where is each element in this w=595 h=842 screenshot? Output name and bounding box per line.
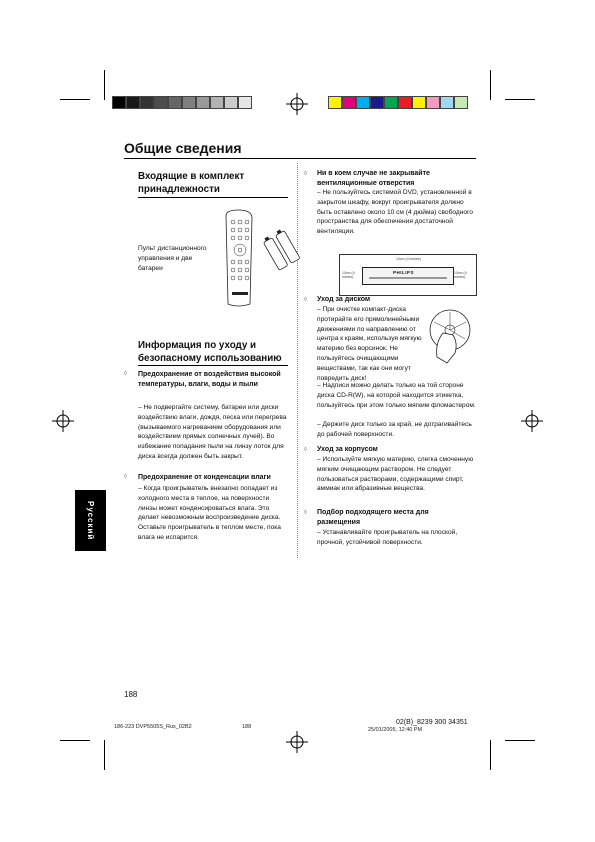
page-number: 188 bbox=[124, 690, 138, 699]
bullet-icon: ◊ bbox=[124, 371, 127, 377]
bullet-icon: ◊ bbox=[304, 510, 307, 516]
accessories-heading: Входящие в комплект принадлежности bbox=[138, 171, 245, 195]
body-text: – Используйте мягкую материю, слегка смоченную мягким очищающим раствором. Не следует пользоваться растворами, содержащими спирт, аммиак или абразивные вещества. bbox=[317, 456, 474, 493]
calibration-swatch bbox=[168, 96, 182, 109]
calibration-swatch bbox=[398, 96, 412, 109]
place-text: – Устанавливайте проигрыватель на плоской, прочной, устойчивой поверхности. bbox=[317, 529, 458, 546]
calibration-swatch bbox=[342, 96, 356, 109]
footer-filename: 186-223 DVP5505S_Rus_02B2 bbox=[114, 724, 192, 730]
calibration-swatch bbox=[356, 96, 370, 109]
calibration-swatch bbox=[370, 96, 384, 109]
calibration-swatch bbox=[384, 96, 398, 109]
accessories-caption: Пульт дистанционного управления и две батареи bbox=[138, 245, 207, 272]
heading-underline bbox=[138, 365, 288, 366]
crop-mark bbox=[104, 740, 105, 770]
footer-date: 25/01/2005, 12:40 PM bbox=[368, 727, 423, 733]
crop-mark bbox=[490, 70, 491, 100]
calibration-swatch bbox=[112, 96, 126, 109]
body-heading: Уход за корпусом bbox=[317, 446, 378, 453]
crop-mark bbox=[104, 70, 105, 100]
calibration-swatch bbox=[454, 96, 468, 109]
disc-text-3: – Держите диск только за край, не дотрагивайтесь до рабочей поверхности. bbox=[317, 421, 472, 438]
heat-text: – Не подвергайте систему, батареи или диски воздействию влаги, дождя, песка или перегрева (вызываемого нагреванием оборудования или воздействием прямых солнечных лучей). Во избежание попадания пыли на линзу лоток для диска всегда должен быть закрыт. bbox=[138, 404, 287, 460]
calibration-swatch bbox=[140, 96, 154, 109]
condensation-text: – Когда проигрыватель внезапно попадает из холодного места в теплое, на поверхности линзы может конденсироваться влага. Это делает невозможным воспроизведение диска. Оставьте проигрыватель в теплом месте, пока влага не испарится. bbox=[138, 485, 281, 541]
remote-control-illustration bbox=[218, 208, 313, 308]
bullet-icon: ◊ bbox=[124, 474, 127, 480]
footer-page: 188 bbox=[242, 724, 252, 730]
crop-mark bbox=[60, 99, 90, 100]
care-heading: Информация по уходу и безопасному использованию bbox=[138, 340, 282, 364]
language-tab-label: Русский bbox=[86, 500, 95, 541]
calibration-swatch bbox=[182, 96, 196, 109]
diagram-label-left: 10cm (4 inches) bbox=[342, 271, 355, 279]
registration-mark-icon bbox=[521, 410, 543, 432]
calibration-swatch bbox=[412, 96, 426, 109]
calibration-swatch bbox=[224, 96, 238, 109]
calibration-swatch bbox=[440, 96, 454, 109]
vent-heading: Ни в коем случае не закрывайте вентиляционные отверстия bbox=[317, 170, 430, 187]
calibration-swatch bbox=[154, 96, 168, 109]
heading-underline bbox=[138, 197, 288, 198]
diagram-label-top: 10cm (4 inches) bbox=[396, 257, 421, 261]
diagram-label-right: 10cm (4 inches) bbox=[454, 271, 467, 279]
calibration-swatch bbox=[126, 96, 140, 109]
crop-mark bbox=[505, 740, 535, 741]
crop-mark bbox=[60, 740, 90, 741]
disc-cleaning-illustration bbox=[425, 305, 480, 365]
calibration-swatch bbox=[426, 96, 440, 109]
title-rule bbox=[124, 158, 476, 159]
brand-logo: PHILIPS bbox=[393, 270, 415, 275]
place-heading: Подбор подходящего места для размещения bbox=[317, 509, 429, 526]
calibration-swatch bbox=[196, 96, 210, 109]
footer-code: 02(B)_8239 300 34351 bbox=[396, 719, 468, 726]
bullet-icon: ◊ bbox=[304, 171, 307, 177]
disc-text-1: – При очистке компакт-диска протирайте его прямолинейными движениями по направлению от центра к краям, используя мягкую материю без ворсинок. Не пользуйтесь очищающими веществами, так как они могут повредить диск! bbox=[317, 306, 422, 382]
page-title: Общие сведения bbox=[124, 140, 242, 156]
calibration-swatch bbox=[210, 96, 224, 109]
dvd-player-illustration bbox=[362, 267, 454, 285]
calibration-swatch bbox=[238, 96, 252, 109]
vent-text: – Не пользуйтесь системой DVD, установленной в закрытом шкафу, вокруг проигрывателя должно быть оставлено около 10 см (4 дюйма) свободного пространства для обеспечения достаточной вентиляции. bbox=[317, 189, 473, 236]
disc-text-2: – Надписи можно делать только на той стороне диска CD-R(W), на которой находится этикетка, пользуйтесь при этом только мягким фломастером. bbox=[317, 382, 476, 409]
registration-mark-icon bbox=[52, 410, 74, 432]
bullet-icon: ◊ bbox=[304, 447, 307, 453]
ventilation-diagram bbox=[339, 254, 477, 296]
crop-mark bbox=[490, 740, 491, 770]
heat-heading: Предохранение от воздействия высокой температуры, влаги, воды и пыли bbox=[138, 371, 281, 388]
condensation-heading: Предохранение от конденсации влаги bbox=[138, 474, 271, 481]
calibration-swatch bbox=[328, 96, 342, 109]
registration-mark-icon bbox=[286, 731, 308, 753]
bullet-icon: ◊ bbox=[304, 297, 307, 303]
disc-heading: Уход за диском bbox=[317, 296, 371, 303]
crop-mark bbox=[505, 99, 535, 100]
registration-mark-icon bbox=[286, 93, 308, 115]
